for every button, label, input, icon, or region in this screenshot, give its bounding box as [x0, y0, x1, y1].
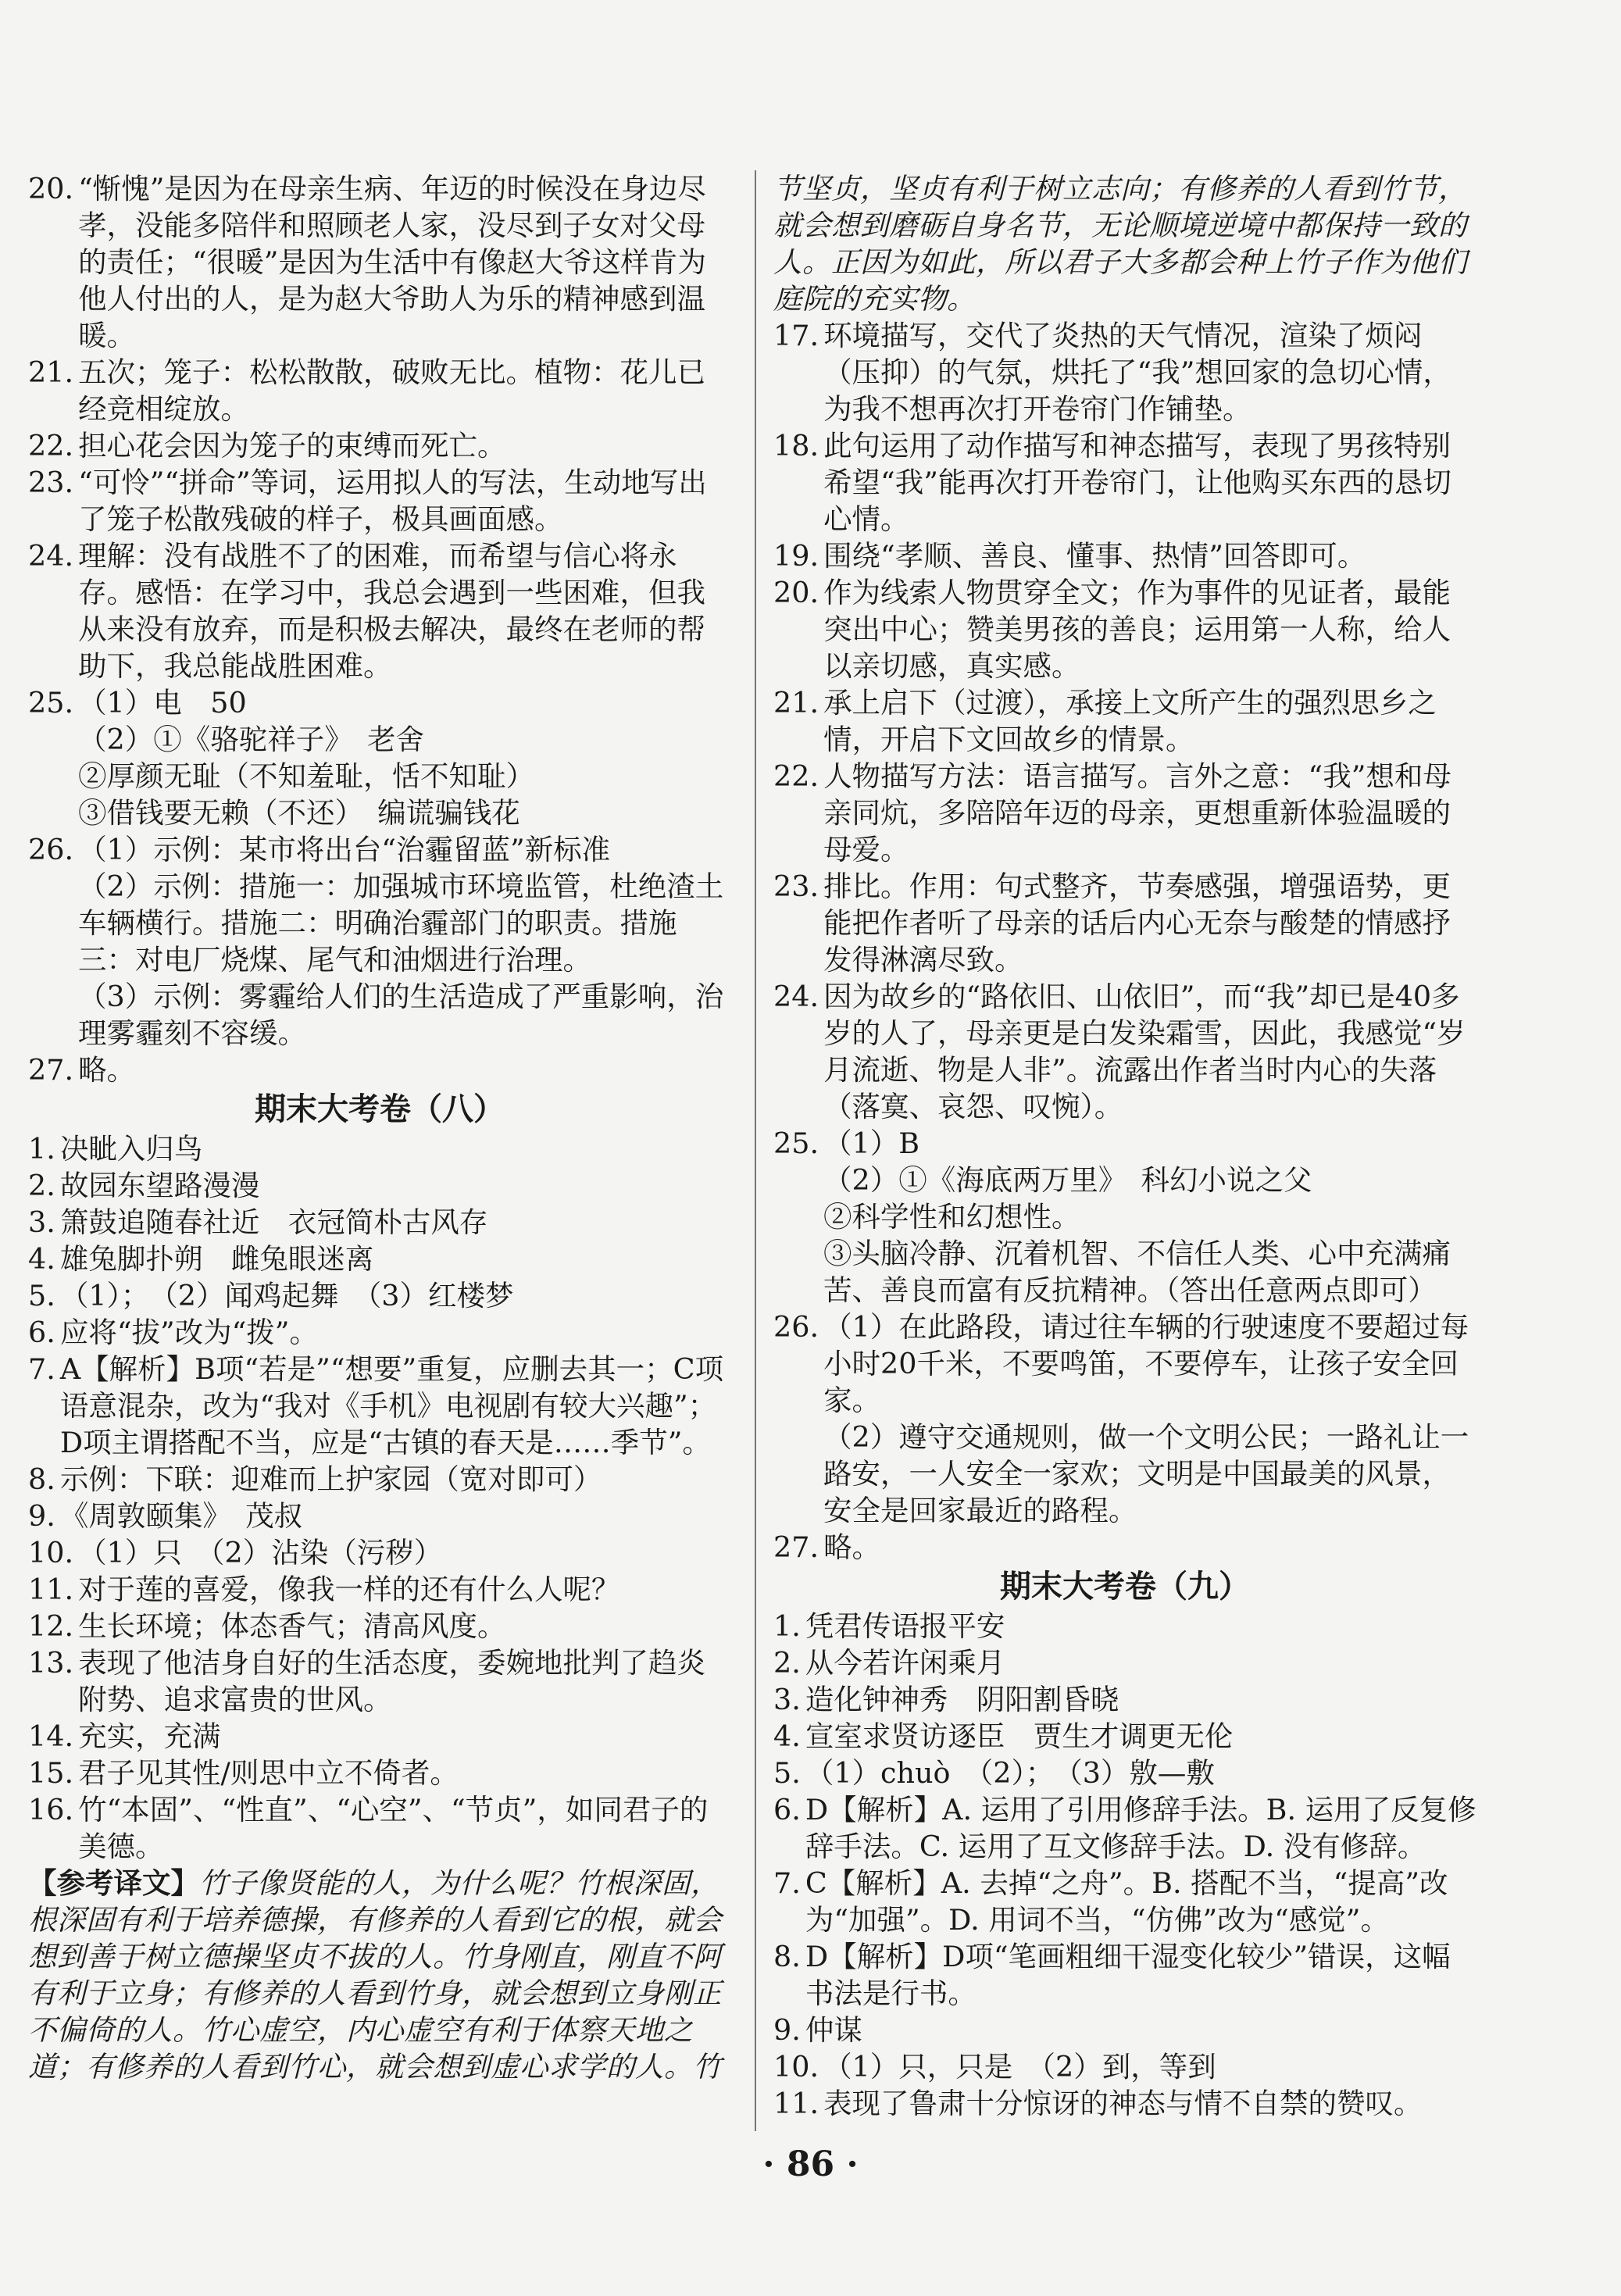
- answer-text: 竹“本固”、“性直”、“心空”、“节贞”，如同君子的美德。: [78, 1793, 709, 1863]
- answer-text: 雄兔脚扑朔 雌兔眼迷离: [59, 1242, 374, 1276]
- answer-number: 27.: [28, 1053, 74, 1087]
- answer-number: 12.: [28, 1609, 74, 1643]
- answer-text: 担心花会因为笼子的束缚而死亡。: [78, 429, 506, 462]
- answer-item: [773, 574, 1476, 684]
- answer-text: 环境描写，交代了炎热的天气情况，渲染了烦闷（压抑）的气氛，烘托了“我”想回家的急切心情，为我不想再次打开卷帘门作铺垫。: [823, 319, 1451, 426]
- answer-item: [773, 1791, 1476, 1865]
- answer-item: [28, 537, 731, 684]
- answer-number: 5.: [773, 1756, 801, 1790]
- page-number: · 86 ·: [762, 2144, 859, 2184]
- answer-number: 1.: [28, 1132, 55, 1166]
- answer-text: （1）； （2）闻鸡起舞 （3）红楼梦: [59, 1279, 514, 1312]
- answer-text: 因为故乡的“路依旧、山依旧”，而“我”却已是40多岁的人了，母亲更是白发染霜雪，因此，我感觉“岁月流逝、物是人非”。流露出作者当时内心的失落（落寞、哀怨、叹惋）。: [823, 980, 1466, 1123]
- answer-subitem: （2）示例：措施一：加强城市环境监管，杜绝渣土车辆横行。措施二：明确治霾部门的职责。措施三：对电厂烧煤、尾气和油烟进行治理。: [78, 869, 724, 977]
- answer-number: 6.: [28, 1316, 55, 1349]
- answer-text: 凭君传语报平安: [805, 1609, 1005, 1643]
- answer-item: [773, 1755, 1476, 1791]
- answer-item: [28, 1204, 731, 1241]
- answer-item: [773, 1608, 1476, 1644]
- answer-number: 3.: [28, 1205, 55, 1239]
- answer-item: [773, 1718, 1476, 1755]
- answer-number: 22.: [28, 429, 74, 462]
- answer-text: 承上启下（过渡），承接上文所产生的强烈思乡之情，开启下文回故乡的情景。: [823, 686, 1437, 756]
- answer-item: [773, 868, 1476, 978]
- answer-number: 3.: [773, 1683, 801, 1716]
- answer-number: 8.: [773, 1940, 801, 1973]
- answer-number: 7.: [28, 1352, 55, 1386]
- answer-item: [773, 2048, 1476, 2085]
- answer-number: 2.: [773, 1646, 801, 1680]
- reference-translation: [773, 170, 1476, 317]
- answer-number: 27.: [773, 1530, 819, 1564]
- answer-number: 13.: [28, 1646, 74, 1680]
- answer-item: [773, 978, 1476, 1125]
- answer-number: 15.: [28, 1756, 74, 1790]
- answer-item: [773, 758, 1476, 868]
- answer-text: 围绕“孝顺、善良、懂事、热情”回答即可。: [823, 539, 1366, 573]
- column-divider: [755, 170, 756, 2131]
- answer-text: 君子见其性/则思中立不倚者。: [78, 1756, 459, 1790]
- answer-subitem: ②科学性和幻想性。: [823, 1200, 1080, 1234]
- answer-number: 1.: [773, 1609, 801, 1643]
- answer-number: 23.: [773, 869, 819, 903]
- answer-number: 8.: [28, 1462, 55, 1496]
- answer-text: （1）chuò （2）； （3）敫—敷: [805, 1756, 1215, 1790]
- answer-number: 17.: [773, 319, 819, 352]
- answer-text: 宣室求贤访逐臣 贾生才调更无伦: [805, 1719, 1234, 1753]
- answer-item: [28, 684, 731, 721]
- reference-text: 节坚贞，坚贞有利于树立志向；有修养的人看到竹节，就会想到磨砺自身名节，无论顺境逆境中都保持一致的人。正因为如此，所以君子大多都会种上竹子作为他们庭院的充实物。: [773, 172, 1467, 316]
- answer-number: 4.: [773, 1719, 801, 1753]
- answer-text: 表现了他洁身自好的生活态度，委婉地批判了趋炎附势、追求富贵的世风。: [78, 1646, 706, 1716]
- answer-item: [773, 1938, 1476, 2012]
- answer-text: （1）B: [823, 1127, 920, 1160]
- answer-item: [28, 1755, 731, 1791]
- answer-text: 应将“拔”改为“拨”。: [59, 1316, 318, 1349]
- answer-number: 24.: [28, 539, 74, 573]
- answer-item: [773, 317, 1476, 427]
- answer-item: [28, 1277, 731, 1314]
- answer-number: 5.: [28, 1279, 55, 1312]
- answer-number: 11.: [28, 1573, 74, 1606]
- answer-item: [28, 1130, 731, 1167]
- answer-number: 9.: [28, 1499, 55, 1533]
- answer-item: [28, 1167, 731, 1204]
- answer-text: 从今若许闲乘月: [805, 1646, 1005, 1680]
- answer-number: 6.: [773, 1793, 801, 1826]
- answer-item: [28, 1534, 731, 1571]
- answer-subitem: （2）①《海底两万里》 科幻小说之父: [823, 1163, 1312, 1197]
- answer-number: 7.: [773, 1866, 801, 1900]
- answer-item: [28, 831, 731, 868]
- answer-text: 此句运用了动作描写和神态描写，表现了男孩特别希望“我”能再次打开卷帘门，让他购买东西的恳切心情。: [823, 429, 1451, 536]
- left-column: [28, 170, 731, 2085]
- answer-subitem: （2）①《骆驼祥子》 老舍: [78, 723, 424, 756]
- answer-number: 19.: [773, 539, 819, 573]
- answer-number: 14.: [28, 1719, 74, 1753]
- answer-text: 理解：没有战胜不了的困难，而希望与信心将永存。感悟：在学习中，我总会遇到一些困难，但我从来没有放弃，而是积极去解决，最终在老师的帮助下，我总能战胜困难。: [78, 539, 706, 683]
- answer-text: 对于莲的喜爱，像我一样的还有什么人呢？: [78, 1573, 620, 1606]
- answer-item: [773, 2012, 1476, 2048]
- section-heading: 期末大考卷（八）: [255, 1091, 505, 1127]
- answer-number: 20.: [773, 576, 819, 609]
- section-heading: 期末大考卷（九）: [1000, 1569, 1250, 1605]
- answer-number: 25.: [773, 1127, 819, 1160]
- answer-item: [28, 1314, 731, 1351]
- answer-text: 表现了鲁肃十分惊讶的神态与情不自禁的赞叹。: [823, 2087, 1423, 2120]
- right-column: [773, 170, 1476, 2122]
- answer-number: 24.: [773, 980, 819, 1013]
- answer-text: 生长环境；体态香气；清高风度。: [78, 1609, 506, 1643]
- answer-item: [28, 170, 731, 354]
- answer-text: 《周敦颐集》 茂叔: [59, 1499, 303, 1533]
- answer-text: （1）只 （2）沾染（污秽）: [78, 1536, 443, 1569]
- answer-item: [773, 684, 1476, 758]
- answer-item: [28, 1791, 731, 1865]
- answer-text: D【解析】A. 运用了引用修辞手法。B. 运用了反复修辞手法。C. 运用了互文修辞手法。D. 没有修辞。: [805, 1793, 1476, 1863]
- answer-item: [28, 464, 731, 537]
- answer-number: 2.: [28, 1169, 55, 1202]
- answer-item: [773, 1529, 1476, 1566]
- answer-subitem: ③借钱要无赖（不还） 编谎骗钱花: [78, 796, 520, 830]
- answer-number: 18.: [773, 429, 819, 462]
- answer-text: C【解析】A. 去掉“之舟”。B. 搭配不当，“提高”改为“加强”。D. 用词不当，“仿佛”改为“感觉”。: [805, 1866, 1448, 1937]
- answer-subitem: （3）示例：雾霾给人们的生活造成了严重影响，治理雾霾刻不容缓。: [78, 980, 724, 1050]
- answer-item: [28, 1718, 731, 1755]
- answer-number: 10.: [28, 1536, 74, 1569]
- answer-number: 11.: [773, 2087, 819, 2120]
- answer-text: 略。: [823, 1530, 881, 1564]
- answer-item: [773, 427, 1476, 537]
- answer-text: 五次；笼子：松松散散，破败无比。植物：花儿已经竞相绽放。: [78, 355, 706, 426]
- answer-item: [28, 427, 731, 464]
- answer-number: 4.: [28, 1242, 55, 1276]
- answer-text: 作为线索人物贯穿全文；作为事件的见证者，最能突出中心；赞美男孩的善良；运用第一人称，给人以亲切感，真实感。: [823, 576, 1451, 683]
- answer-text: 故园东望路漫漫: [59, 1169, 260, 1202]
- answer-number: 22.: [773, 759, 819, 793]
- answer-text: （1）示例：某市将出台“治霾留蓝”新标准: [78, 833, 611, 866]
- answer-text: 决眦入归鸟: [59, 1132, 203, 1166]
- answer-text: 示例：下联：迎难而上护家园（宽对即可）: [59, 1462, 602, 1496]
- answer-number: 26.: [28, 833, 74, 866]
- reference-label: 【参考译文】: [28, 1866, 199, 1900]
- answer-text: 充实，充满: [78, 1719, 221, 1753]
- answer-item: [28, 354, 731, 427]
- answer-subitem: （2）遵守交通规则，做一个文明公民；一路礼让一路安，一人安全一家欢；文明是中国最美的风景，安全是回家最近的路程。: [823, 1420, 1469, 1527]
- answer-text: 人物描写方法：语言描写。言外之意：“我”想和母亲同炕，多陪陪年迈的母亲，更想重新体验温暖的母爱。: [823, 759, 1451, 866]
- answer-number: 26.: [773, 1310, 819, 1344]
- answer-item: [28, 1498, 731, 1534]
- answer-item: [28, 1351, 731, 1461]
- answer-text: 箫鼓追随春社近 衣冠简朴古风存: [59, 1205, 488, 1239]
- reference-translation: [28, 1865, 731, 2085]
- answer-text: “惭愧”是因为在母亲生病、年迈的时候没在身边尽孝，没能多陪伴和照顾老人家，没尽到子女对父母的责任；“很暖”是因为生活中有像赵大爷这样肯为他人付出的人，是为赵大爷助人为乐的精神感到温暖。: [78, 172, 706, 352]
- answer-text: A【解析】B项“若是”“想要”重复，应删去其一；C项语意混杂，改为“我对《手机》电视剧有较大兴趣”；D项主谓搭配不当，应是“古镇的春天是……季节”。: [59, 1352, 724, 1459]
- answer-number: 20.: [28, 172, 74, 205]
- answer-number: 10.: [773, 2050, 819, 2084]
- answer-item: [28, 1571, 731, 1608]
- answer-text: “可怜”“拼命”等词，运用拟人的写法，生动地写出了笼子松散残破的样子，极具画面感。: [78, 466, 707, 536]
- answer-text: 略。: [78, 1053, 136, 1087]
- answer-text: 排比。作用：句式整齐，节奏感强，增强语势，更能把作者听了母亲的话后内心无奈与酸楚的情感抒发得淋漓尽致。: [823, 869, 1451, 977]
- answer-item: [28, 1608, 731, 1644]
- answer-item: [773, 1309, 1476, 1419]
- answer-item: [773, 1865, 1476, 1938]
- answer-item: [773, 1125, 1476, 1162]
- answer-subitem: ③头脑冷静、沉着机智、不信任人类、心中充满痛苦、善良而富有反抗精神。（答出任意两点即可）: [823, 1237, 1451, 1307]
- answer-item: [773, 1681, 1476, 1718]
- answer-item: [773, 1644, 1476, 1681]
- answer-text: 仲谋: [805, 2013, 862, 2047]
- answer-text: （1）电 50: [78, 686, 247, 720]
- answer-item: [28, 1241, 731, 1277]
- answer-number: 25.: [28, 686, 74, 720]
- answer-number: 21.: [773, 686, 819, 720]
- answer-number: 21.: [28, 355, 74, 389]
- answer-item: [28, 1052, 731, 1088]
- answer-item: [28, 1644, 731, 1718]
- answer-text: （1）只，只是 （2）到，等到: [823, 2050, 1216, 2084]
- reference-text: 竹子像贤能的人，为什么呢？竹根深固，根深固有利于培养德操，有修养的人看到它的根，就会想到善于树立德操坚贞不拔的人。竹身刚直，刚直不阿有利于立身；有修养的人看到竹身，就会想到立身刚正不偏倚的人。竹心虚空，内心虚空有利于体察天地之道；有修养的人看到竹心，就会想到虚心求学的人。竹: [28, 1866, 722, 2084]
- answer-subitem: ②厚颜无耻（不知羞耻，恬不知耻）: [78, 759, 534, 793]
- answer-text: （1）在此路段，请过往车辆的行驶速度不要超过每小时20千米，不要鸣笛，不要停车，让孩子安全回家。: [823, 1310, 1469, 1417]
- answer-number: 23.: [28, 466, 74, 499]
- answer-text: 造化钟神秀 阴阳割昏晓: [805, 1683, 1119, 1716]
- answer-text: D【解析】D项“笔画粗细干湿变化较少”错误，这幅书法是行书。: [805, 1940, 1451, 2010]
- answer-number: 16.: [28, 1793, 74, 1826]
- answer-item: [28, 1461, 731, 1498]
- answer-item: [773, 2085, 1476, 2122]
- answer-item: [773, 537, 1476, 574]
- answer-number: 9.: [773, 2013, 801, 2047]
